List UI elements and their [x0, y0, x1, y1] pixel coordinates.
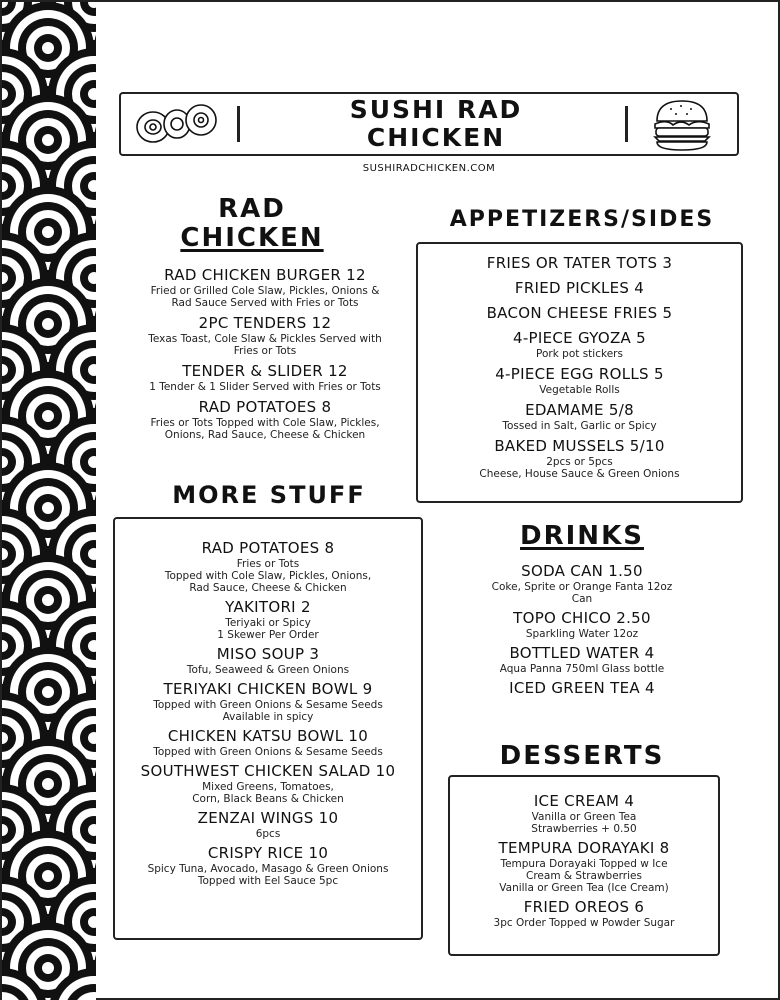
more-stuff-box: [113, 517, 423, 940]
item-name: RAD POTATOES 8: [198, 398, 332, 416]
menu-item: [120, 314, 410, 357]
menu-item: [115, 727, 421, 758]
website-url: SUSHIRADCHICKEN.COM: [362, 163, 496, 174]
item-name: CHICKEN KATSU BOWL 10: [167, 727, 369, 745]
item-description: Topped with Green Onions & Sesame Seeds Available in spicy: [153, 699, 383, 723]
menu-item: [450, 839, 718, 894]
item-name: ZENZAI WINGS 10: [197, 809, 339, 827]
restaurant-name: SUSHI RAD CHICKEN: [349, 95, 523, 152]
item-description: Coke, Sprite or Orange Fanta 12oz Can: [491, 581, 673, 605]
item-description: 3pc Order Topped w Powder Sugar: [493, 917, 675, 929]
menu-item: [432, 562, 732, 605]
item-name: BACON CHEESE FRIES 5: [486, 304, 673, 322]
burger-icon: [651, 97, 713, 153]
menu-item: [120, 398, 410, 441]
menu-item: [115, 598, 421, 641]
menu-item: [418, 304, 741, 323]
header-banner: [119, 92, 739, 156]
item-description: Fries or Tots Topped with Cole Slaw, Pickles, Onions, Rad Sauce, Cheese & Chicken: [164, 558, 372, 594]
item-description: Vegetable Rolls: [539, 384, 620, 396]
rad-chicken-title: RAD CHICKEN: [180, 194, 324, 253]
menu-item: [120, 266, 410, 309]
menu-item: [418, 437, 741, 480]
item-description: Aqua Panna 750ml Glass bottle: [499, 663, 665, 675]
item-name: BOTTLED WATER 4: [509, 644, 655, 662]
item-description: 2pcs or 5pcs Cheese, House Sauce & Green Onions: [479, 456, 680, 480]
seigaiha-pattern: [2, 2, 96, 1000]
item-description: Tofu, Seaweed & Green Onions: [186, 664, 350, 676]
item-description: Fried or Grilled Cole Slaw, Pickles, Onions & Rad Sauce Served with Fries or Tots: [150, 285, 380, 309]
menu-item: [418, 329, 741, 360]
item-description: Teriyaki or Spicy 1 Skewer Per Order: [217, 617, 319, 641]
menu-item: [115, 645, 421, 676]
header-divider-right: [625, 106, 628, 142]
item-name: CRISPY RICE 10: [207, 844, 329, 862]
item-name: YAKITORI 2: [225, 598, 311, 616]
appetizers-box: [416, 242, 743, 503]
menu-item: [115, 844, 421, 887]
item-description: Topped with Green Onions & Sesame Seeds: [153, 746, 383, 758]
item-description: Texas Toast, Cole Slaw & Pickles Served with Fries or Tots: [148, 333, 382, 357]
item-description: Mixed Greens, Tomatoes, Corn, Black Beans & Chicken: [192, 781, 344, 805]
item-description: 6pcs: [255, 828, 281, 840]
item-description: Fries or Tots Topped with Cole Slaw, Pickles, Onions, Rad Sauce, Cheese & Chicken: [150, 417, 380, 441]
item-description: Tossed in Salt, Garlic or Spicy: [502, 420, 657, 432]
item-description: Vanilla or Green Tea Strawberries + 0.50: [531, 811, 637, 835]
menu-item: [418, 279, 741, 298]
item-name: FRIED PICKLES 4: [514, 279, 645, 297]
item-description: Sparkling Water 12oz: [525, 628, 639, 640]
item-name: TENDER & SLIDER 12: [182, 362, 348, 380]
item-name: SODA CAN 1.50: [521, 562, 643, 580]
item-description: Spicy Tuna, Avocado, Masago & Green Onions Topped with Eel Sauce 5pc: [147, 863, 389, 887]
item-name: EDAMAME 5/8: [525, 401, 634, 419]
menu-item: [450, 898, 718, 929]
menu-item: [120, 362, 410, 393]
more-stuff-title: MORE STUFF: [172, 481, 366, 509]
item-name: FRIES OR TATER TOTS 3: [486, 254, 673, 272]
item-name: TEMPURA DORAYAKI 8: [498, 839, 670, 857]
menu-item: [115, 539, 421, 594]
item-name: SOUTHWEST CHICKEN SALAD 10: [140, 762, 396, 780]
drinks-list: [432, 562, 732, 698]
menu-item: [115, 762, 421, 805]
item-name: TOPO CHICO 2.50: [513, 609, 651, 627]
item-description: Pork pot stickers: [536, 348, 623, 360]
desserts-box: [448, 775, 720, 956]
item-name: BAKED MUSSELS 5/10: [494, 437, 665, 455]
menu-item: [418, 254, 741, 273]
menu-item: [115, 809, 421, 840]
menu-item: [432, 644, 732, 675]
item-name: ICE CREAM 4: [533, 792, 635, 810]
item-name: 2PC TENDERS 12: [198, 314, 332, 332]
menu-item: [418, 365, 741, 396]
menu-item: [418, 401, 741, 432]
menu-item: [115, 680, 421, 723]
menu-item: [432, 679, 732, 698]
rad-chicken-list: [120, 266, 410, 441]
item-name: FRIED OREOS 6: [523, 898, 645, 916]
sushi-rolls-icon: [133, 100, 223, 146]
desserts-title: DESSERTS: [499, 741, 665, 771]
item-description: Tempura Dorayaki Topped w Ice Cream & Strawberries Vanilla or Green Tea (Ice Cream): [499, 858, 669, 894]
menu-item: [450, 792, 718, 835]
item-name: MISO SOUP 3: [216, 645, 320, 663]
drinks-title: DRINKS: [520, 521, 644, 551]
item-description: 1 Tender & 1 Slider Served with Fries or Tots: [149, 381, 381, 393]
item-name: RAD CHICKEN BURGER 12: [164, 266, 366, 284]
item-name: RAD POTATOES 8: [201, 539, 335, 557]
item-name: 4-PIECE GYOZA 5: [513, 329, 646, 347]
header-divider-left: [237, 106, 240, 142]
appetizers-title: APPETIZERS/SIDES: [449, 207, 715, 232]
item-name: ICED GREEN TEA 4: [509, 679, 655, 697]
item-name: 4-PIECE EGG ROLLS 5: [495, 365, 664, 383]
item-name: TERIYAKI CHICKEN BOWL 9: [163, 680, 373, 698]
menu-item: [432, 609, 732, 640]
